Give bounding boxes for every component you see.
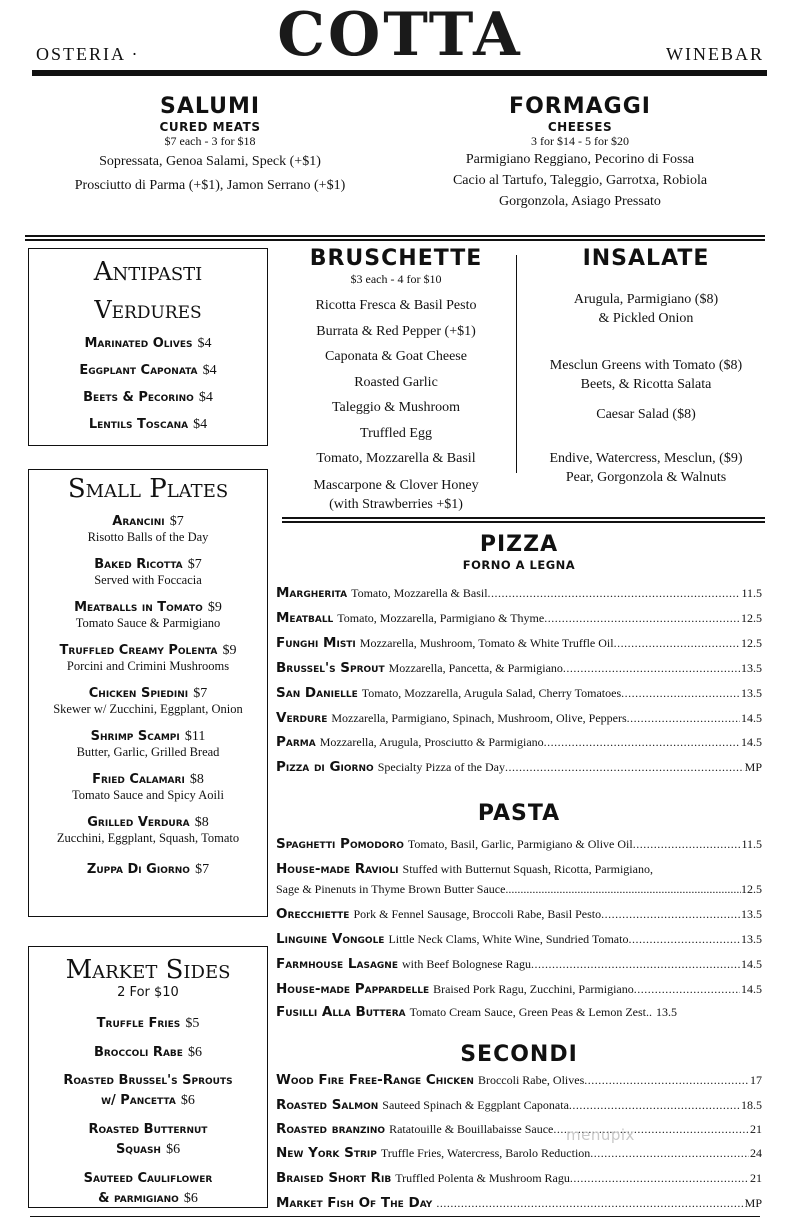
pizza-title: PIZZA (479, 532, 559, 557)
item-name: Pizza di Giorno (276, 759, 374, 775)
item-price: $6 (180, 1093, 195, 1108)
item-name: Wood Fire Free-Range Chicken (276, 1072, 474, 1088)
pasta-item (276, 981, 762, 1003)
item-price: 12.5 (741, 611, 762, 625)
secondi-item (276, 1072, 762, 1094)
winebar-label: WINEBAR (666, 44, 764, 64)
item-name: Parma (276, 734, 316, 750)
item-price: $5 (185, 1016, 200, 1031)
item-name: Beets & Pecorino (83, 390, 194, 405)
item-price: $7 (187, 557, 202, 572)
item-desc: with Beef Bolognese Ragu (401, 957, 531, 971)
item-name: Grilled Verdura (87, 815, 190, 830)
item-price: $9 (222, 643, 237, 658)
header-rule (32, 70, 767, 76)
small-plates-box (28, 469, 268, 917)
item-desc: Truffle Fries, Watercress, Barolo Reduction (380, 1146, 591, 1160)
brand-logo: COTTA (277, 0, 523, 70)
item-name: Fried Calamari (92, 772, 185, 787)
pizza-divider (282, 517, 765, 523)
watermark: menupix (566, 1126, 635, 1144)
antipasti-title: Antipasti (93, 257, 203, 287)
item-name: Lentils Toscana (88, 417, 189, 432)
pasta-header (276, 801, 762, 827)
item-name: Linguine Vongole (276, 931, 385, 947)
secondi-item (276, 1195, 762, 1217)
item-name: Truffled Creamy Polenta (59, 643, 218, 658)
item-desc: Specialty Pizza of the Day (377, 760, 505, 774)
item-price: $7 (195, 862, 210, 877)
item-desc: Tomato, Mozzarella, Parmigiano & Thyme (337, 611, 545, 625)
small-plate-item (29, 553, 267, 588)
formaggi-line: Parmigiano Reggiano, Pecorino di Fossa (465, 152, 695, 167)
pasta-item (276, 1004, 762, 1026)
item-name: Roasted branzino (276, 1121, 386, 1137)
item-price: 24 (750, 1146, 762, 1160)
item-price: 17 (750, 1073, 762, 1087)
small-plate-item (29, 858, 267, 878)
footer-rule (30, 1216, 760, 1217)
formaggi-line: Gorgonzola, Asiago Pressato (499, 194, 661, 209)
bruschette-item: Truffled Egg (360, 425, 432, 441)
secondi-title: SECONDI (460, 1042, 578, 1067)
small-plate-item (29, 725, 267, 760)
pizza-item (276, 734, 762, 756)
item-price: 11.5 (741, 586, 762, 600)
pizza-header (276, 532, 762, 572)
insalate-title: INSALATE (582, 246, 710, 271)
item-name: Eggplant Caponata (79, 363, 198, 378)
market-side-item (29, 1168, 267, 1208)
item-price: $4 (202, 363, 217, 378)
secondi-item (276, 1145, 762, 1167)
item-desc: Ratatouille & Bouillabaisse Sauce (389, 1122, 554, 1136)
formaggi-section (420, 94, 740, 212)
bruschette-item: Taleggio & Mushroom (331, 400, 461, 415)
item-name: Margherita (276, 585, 348, 601)
section-divider (25, 235, 765, 241)
item-desc: Butter, Garlic, Grilled Bread (76, 745, 220, 759)
item-price: $4 (193, 417, 208, 432)
item-name-line2: w/ Pancetta (101, 1093, 176, 1108)
small-plate-item (29, 811, 267, 846)
item-name: House-made Pappardelle (276, 981, 430, 997)
item-name: Verdure (276, 710, 328, 726)
item-price: $6 (188, 1045, 203, 1060)
item-desc: Risotto Balls of the Day (87, 530, 209, 544)
bruschette-item: Caponata & Goat Cheese (325, 349, 467, 364)
item-desc: Skewer w/ Zucchini, Eggplant, Onion (53, 702, 243, 716)
small-plate-item (29, 682, 267, 717)
item-name: Zuppa Di Giorno (86, 862, 190, 877)
small-plate-item (29, 510, 267, 545)
secondi-item (276, 1121, 762, 1143)
item-desc: Sauteed Spinach & Eggplant Caponata (382, 1098, 569, 1112)
item-name: Roasted Butternut (88, 1122, 208, 1137)
salumi-line: Prosciutto di Parma (+$1), Jamon Serrano (+$1) (74, 178, 346, 193)
item-price: $9 (207, 600, 222, 615)
item-price: 14.5 (741, 735, 762, 749)
item-name: Sauteed Cauliflower (83, 1171, 213, 1186)
insalate-item: Beets, & Ricotta Salata (580, 377, 712, 392)
item-price: 14.5 (741, 711, 762, 725)
item-name: Braised Short Rib (276, 1170, 392, 1186)
item-desc: Truffled Polenta & Mushroom Ragu (395, 1171, 570, 1185)
item-name: Broccoli Rabe (93, 1045, 183, 1060)
formaggi-line: Cacio al Tartufo, Taleggio, Garrotxa, Robiola (452, 173, 708, 188)
pasta-item (276, 956, 762, 978)
osteria-label: OSTERIA · (36, 44, 140, 64)
formaggi-title: FORMAGGI (509, 94, 651, 119)
small-plate-item (29, 768, 267, 803)
item-name: Meatball (276, 610, 334, 626)
market-sides-box (28, 946, 268, 1208)
item-name: Roasted Salmon (276, 1097, 379, 1113)
item-name: Arancini (112, 514, 165, 529)
item-name: San Danielle (276, 685, 358, 701)
salumi-title: SALUMI (159, 94, 261, 119)
item-price: $8 (189, 772, 204, 787)
small-plate-item (29, 639, 267, 674)
item-price: $7 (169, 514, 184, 529)
item-name: Orecchiette (276, 906, 350, 922)
bruschette-section (286, 246, 506, 514)
salumi-subtitle: CURED MEATS (159, 120, 261, 134)
salumi-section (40, 94, 380, 196)
item-desc: Tomato, Mozzarella, Arugula Salad, Cherry Tomatoes (361, 686, 622, 700)
bruschette-item: Burrata & Red Pepper (+$1) (316, 323, 476, 339)
bruschette-item: (with Strawberries +$1) (329, 496, 463, 512)
pasta-item (276, 906, 762, 928)
insalate-item: Mesclun Greens with Tomato ($8) (549, 358, 743, 373)
item-desc: Mozzarella, Mushroom, Tomato & White Truffle Oil (359, 636, 614, 650)
item-name: Meatballs in Tomato (74, 600, 203, 615)
salumi-line: Sopressata, Genoa Salami, Speck (+$1) (99, 154, 321, 169)
antipasti-subtitle: Verdures (94, 296, 202, 324)
insalate-item: & Pickled Onion (598, 311, 694, 326)
item-name: New York Strip (276, 1145, 377, 1161)
item-name: Shrimp Scampi (90, 729, 180, 744)
item-price: 13.5 (656, 1005, 678, 1019)
item-desc: Tomato, Mozzarella & Basil (351, 586, 488, 600)
item-price: $4 (198, 390, 213, 405)
bruschette-item: Ricotta Fresca & Basil Pesto (315, 298, 477, 313)
item-name: Chicken Spiedini (88, 686, 189, 701)
pasta-item (276, 861, 762, 883)
item-price: $6 (166, 1142, 181, 1157)
item-name: Baked Ricotta (94, 557, 183, 572)
pasta-title: PASTA (477, 801, 561, 826)
item-price: MP (744, 760, 762, 774)
item-price: 11.5 (741, 837, 762, 851)
item-name-line2: Squash (115, 1142, 161, 1157)
item-price: 18.5 (741, 1098, 762, 1112)
insalate-section (526, 246, 766, 487)
antipasti-item (29, 383, 267, 410)
item-desc: Braised Pork Ragu, Zucchini, Parmigiano (433, 982, 634, 996)
market-side-item (29, 1119, 267, 1159)
pizza-item (276, 710, 762, 732)
item-price: 13.5 (741, 932, 762, 946)
secondi-item (276, 1170, 762, 1192)
item-price: $6 (183, 1191, 198, 1206)
pizza-item (276, 610, 762, 632)
item-name: Funghi Misti (276, 635, 356, 651)
item-price: 13.5 (741, 686, 762, 700)
item-desc: Tomato Cream Sauce, Green Peas & Lemon Zest.. (409, 1005, 653, 1019)
market-sides-title: Market Sides (65, 955, 231, 985)
item-price: $7 (193, 686, 208, 701)
item-desc: Stuffed with Butternut Squash, Ricotta, Parmigiano, (402, 862, 653, 876)
item-desc-line2: Sage & Pinenuts in Thyme Brown Butter Sauce (276, 882, 506, 896)
formaggi-subtitle: CHEESES (547, 120, 613, 134)
item-price: 21 (750, 1122, 762, 1136)
item-price: 13.5 (741, 907, 762, 921)
pizza-item (276, 660, 762, 682)
market-sides-price: 2 For $10 (117, 985, 179, 1000)
bruschette-item: Tomato, Mozzarella & Basil (316, 451, 476, 466)
pasta-item-continued (276, 882, 762, 902)
item-name: Farmhouse Lasagne (276, 956, 398, 972)
insalate-item: Endive, Watercress, Mesclun, ($9) (549, 451, 743, 466)
market-side-item (29, 1041, 267, 1061)
item-name: House-made Ravioli (276, 861, 399, 877)
item-desc: Tomato Sauce & Parmigiano (75, 616, 221, 630)
item-price: 13.5 (741, 661, 762, 675)
item-price: 12.5 (741, 882, 762, 896)
bruschette-item: Roasted Garlic (354, 374, 438, 390)
item-name: Truffle Fries (96, 1016, 181, 1031)
antipasti-item (29, 329, 267, 356)
secondi-header (276, 1042, 762, 1068)
item-desc: Served with Foccacia (94, 573, 202, 587)
bruschette-price: $3 each - 4 for $10 (350, 272, 442, 286)
pizza-item (276, 759, 762, 781)
item-desc: Tomato, Basil, Garlic, Parmigiano & Olive Oil (407, 837, 633, 851)
item-name: Market Fish Of The Day (276, 1195, 433, 1211)
antipasti-item (29, 410, 267, 437)
item-name: Brussel's Sprout (276, 660, 385, 676)
insalate-item: Pear, Gorgonzola & Walnuts (565, 470, 727, 485)
secondi-item (276, 1097, 762, 1119)
salumi-price: $7 each - 3 for $18 (164, 134, 256, 148)
item-price: MP (744, 1196, 762, 1210)
item-price: $8 (194, 815, 209, 830)
bruschette-title: BRUSCHETTE (309, 246, 483, 271)
pasta-item (276, 931, 762, 953)
item-name: Fusilli Alla Buttera (276, 1004, 406, 1020)
item-desc: Mozzarella, Pancetta, & Parmigiano (388, 661, 563, 675)
item-name: Spaghetti Pomodoro (276, 836, 404, 852)
item-price: 14.5 (741, 982, 762, 996)
market-side-item (29, 1012, 267, 1032)
pizza-item (276, 585, 762, 607)
small-plates-title: Small Plates (67, 474, 229, 504)
item-price: 12.5 (741, 636, 762, 650)
insalate-item: Arugula, Parmigiano ($8) (573, 292, 719, 307)
item-desc: Mozzarella, Parmigiano, Spinach, Mushroom, Olive, Peppers (331, 711, 627, 725)
item-desc: Little Neck Clams, White Wine, Sundried Tomato (388, 932, 629, 946)
item-price: $4 (197, 336, 212, 351)
antipasti-box (28, 248, 268, 446)
bruschette-item: Mascarpone & Clover Honey (313, 477, 479, 493)
pasta-item (276, 836, 762, 858)
item-desc: Zucchini, Eggplant, Squash, Tomato (56, 831, 240, 845)
insalate-item: Caesar Salad ($8) (596, 407, 696, 422)
market-side-item (29, 1070, 267, 1110)
pizza-item (276, 635, 762, 657)
column-divider (516, 255, 517, 473)
item-desc: Tomato Sauce and Spicy Aoili (72, 788, 224, 802)
item-name-line2: & parmigiano (98, 1191, 179, 1206)
pizza-subtitle: FORNO A LEGNA (462, 558, 576, 572)
item-price: 21 (750, 1171, 762, 1185)
item-name: Roasted Brussel's Sprouts (63, 1073, 233, 1088)
item-price: $11 (184, 729, 206, 744)
item-desc: Broccoli Rabe, Olives (477, 1073, 585, 1087)
item-price: 14.5 (741, 957, 762, 971)
item-desc: Mozzarella, Arugula, Prosciutto & Parmigiano (319, 735, 544, 749)
item-name: Marinated Olives (84, 336, 193, 351)
pizza-item (276, 685, 762, 707)
item-desc: Pork & Fennel Sausage, Broccoli Rabe, Basil Pesto (353, 907, 602, 921)
formaggi-price: 3 for $14 - 5 for $20 (531, 134, 629, 148)
item-desc: Porcini and Crimini Mushrooms (66, 659, 230, 673)
small-plate-item (29, 596, 267, 631)
antipasti-item (29, 356, 267, 383)
